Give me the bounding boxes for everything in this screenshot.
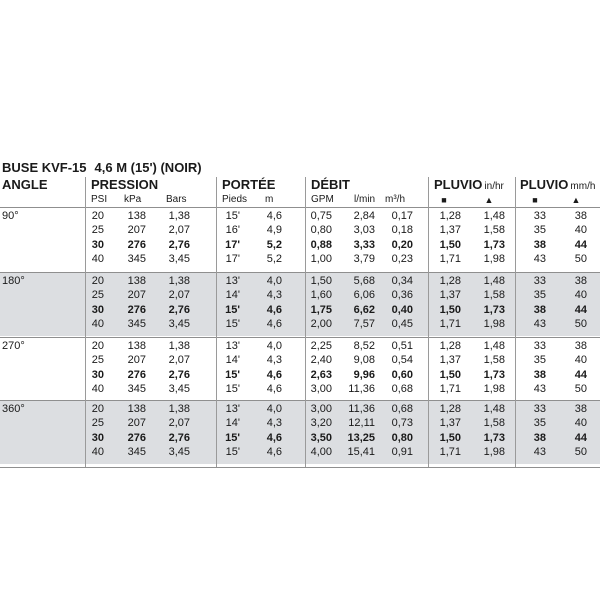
row-divider xyxy=(0,207,600,208)
cell-bars: 2,76 xyxy=(168,238,190,251)
cell-kpa: 276 xyxy=(127,368,146,381)
cell-gpm: 0,80 xyxy=(310,224,332,237)
cell-psi: 40 xyxy=(91,252,104,265)
cell-kpa: 138 xyxy=(127,340,146,352)
cell-kpa: 138 xyxy=(127,275,146,287)
table-bottom-rule xyxy=(0,467,600,468)
cell-in-sq: 1,50 xyxy=(439,368,461,381)
cell-in-sq: 1,71 xyxy=(439,252,461,265)
cell-lmin: 9,08 xyxy=(353,354,375,367)
cell-in-sq: 1,71 xyxy=(439,445,461,458)
cell-lmin: 12,11 xyxy=(348,417,375,430)
cell-bars: 2,76 xyxy=(168,303,190,316)
cell-kpa: 276 xyxy=(127,431,146,444)
cell-gpm: 1,00 xyxy=(310,252,332,265)
cell-m3h: 0,80 xyxy=(391,431,413,444)
cell-in-tri: 1,48 xyxy=(483,275,505,287)
cell-in-tri: 1,58 xyxy=(483,289,505,302)
cell-m: 5,2 xyxy=(266,238,282,251)
column-divider xyxy=(85,177,86,467)
subheader-kpa: kPa xyxy=(124,194,142,205)
cell-kpa: 207 xyxy=(127,289,146,302)
cell-psi: 30 xyxy=(91,303,104,316)
cell-m3h: 0,34 xyxy=(391,275,413,287)
header-angle: ANGLE xyxy=(2,177,48,192)
cell-pieds: 15' xyxy=(225,445,240,458)
cell-mm-tri: 44 xyxy=(574,303,587,316)
cell-gpm: 2,63 xyxy=(310,368,332,381)
cell-in-tri: 1,98 xyxy=(483,252,505,265)
cell-m: 5,2 xyxy=(266,252,282,265)
square-icon: ■ xyxy=(532,195,538,205)
cell-gpm: 3,20 xyxy=(310,417,332,430)
cell-kpa: 207 xyxy=(127,417,146,430)
cell-lmin: 13,25 xyxy=(347,431,375,444)
cell-psi: 20 xyxy=(91,275,104,287)
cell-psi: 30 xyxy=(91,238,104,251)
row-divider xyxy=(0,400,600,401)
cell-mm-tri: 40 xyxy=(574,417,587,430)
cell-gpm: 3,00 xyxy=(310,403,332,415)
cell-lmin: 6,06 xyxy=(353,289,375,302)
cell-mm-sq: 35 xyxy=(533,224,546,237)
cell-mm-sq: 38 xyxy=(533,238,546,251)
cell-m3h: 0,51 xyxy=(391,340,413,352)
cell-m: 4,6 xyxy=(266,368,282,381)
subheader-m: m xyxy=(265,194,274,205)
cell-m: 4,9 xyxy=(266,224,282,237)
cell-m: 4,6 xyxy=(266,210,282,222)
cell-psi: 30 xyxy=(91,431,104,444)
cell-in-sq: 1,37 xyxy=(439,224,461,237)
cell-kpa: 138 xyxy=(127,403,146,415)
cell-m3h: 0,91 xyxy=(391,445,413,458)
pluvio-mm-label: PLUVIO xyxy=(520,177,569,192)
cell-lmin: 8,52 xyxy=(353,340,375,352)
cell-gpm: 1,75 xyxy=(310,303,332,316)
cell-gpm: 2,25 xyxy=(310,340,332,352)
cell-in-tri: 1,73 xyxy=(483,238,505,251)
cell-pieds: 14' xyxy=(225,289,240,302)
cell-mm-sq: 38 xyxy=(533,303,546,316)
cell-psi: 30 xyxy=(91,368,104,381)
cell-mm-tri: 50 xyxy=(574,252,587,265)
cell-lmin: 6,62 xyxy=(353,303,375,316)
cell-psi: 25 xyxy=(91,354,104,367)
cell-in-sq: 1,71 xyxy=(439,382,461,395)
cell-in-sq: 1,28 xyxy=(439,275,461,287)
triangle-icon: ▲ xyxy=(484,195,494,205)
cell-psi: 25 xyxy=(91,224,104,237)
cell-kpa: 138 xyxy=(127,210,146,222)
column-divider xyxy=(305,177,306,467)
cell-in-sq: 1,28 xyxy=(439,403,461,415)
cell-kpa: 345 xyxy=(127,382,146,395)
cell-m3h: 0,18 xyxy=(391,224,413,237)
cell-lmin: 11,36 xyxy=(348,382,375,395)
cell-in-sq: 1,28 xyxy=(439,340,461,352)
model-name: BUSE KVF-15 xyxy=(2,160,87,175)
cell-gpm: 1,60 xyxy=(310,289,332,302)
table-title xyxy=(2,160,202,175)
cell-in-tri: 1,73 xyxy=(483,431,505,444)
cell-pieds: 15' xyxy=(225,210,240,222)
cell-pieds: 17' xyxy=(225,238,240,251)
cell-in-sq: 1,50 xyxy=(439,303,461,316)
cell-bars: 2,07 xyxy=(168,354,190,367)
cell-pieds: 14' xyxy=(225,417,240,430)
cell-pieds: 15' xyxy=(225,303,240,316)
cell-gpm: 1,50 xyxy=(310,275,332,287)
cell-in-tri: 1,58 xyxy=(483,417,505,430)
cell-mm-sq: 43 xyxy=(533,317,546,330)
cell-m3h: 0,36 xyxy=(391,289,413,302)
cell-psi: 20 xyxy=(91,210,104,222)
cell-mm-tri: 50 xyxy=(574,382,587,395)
cell-gpm: 3,00 xyxy=(310,382,332,395)
row-divider xyxy=(0,337,600,338)
cell-kpa: 345 xyxy=(127,317,146,330)
cell-m3h: 0,17 xyxy=(391,210,413,222)
subheader-psi: PSI xyxy=(91,194,108,205)
cell-gpm: 2,00 xyxy=(310,317,332,330)
cell-bars: 1,38 xyxy=(168,275,190,287)
cell-in-tri: 1,48 xyxy=(483,340,505,352)
triangle-icon: ▲ xyxy=(571,195,581,205)
cell-gpm: 0,75 xyxy=(310,210,332,222)
cell-m: 4,0 xyxy=(266,275,282,287)
cell-mm-sq: 38 xyxy=(533,431,546,444)
cell-mm-sq: 35 xyxy=(533,354,546,367)
cell-mm-tri: 44 xyxy=(574,368,587,381)
header-portee: PORTÉE xyxy=(222,177,276,192)
subheader-m3h: m³/h xyxy=(385,194,405,205)
angle-label: 180° xyxy=(2,275,25,287)
cell-mm-sq: 35 xyxy=(533,417,546,430)
cell-m: 4,6 xyxy=(266,303,282,316)
cell-in-sq: 1,50 xyxy=(439,238,461,251)
cell-lmin: 2,84 xyxy=(353,210,375,222)
cell-mm-tri: 38 xyxy=(574,340,587,352)
cell-mm-sq: 33 xyxy=(533,210,546,222)
cell-in-sq: 1,28 xyxy=(439,210,461,222)
cell-pieds: 13' xyxy=(225,275,240,287)
model-spec: 4,6 M (15') (NOIR) xyxy=(94,160,202,175)
cell-m3h: 0,73 xyxy=(391,417,413,430)
angle-label: 360° xyxy=(2,403,25,415)
cell-bars: 3,45 xyxy=(168,317,190,330)
cell-psi: 25 xyxy=(91,289,104,302)
column-divider xyxy=(428,177,429,467)
cell-psi: 40 xyxy=(91,445,104,458)
cell-psi: 20 xyxy=(91,340,104,352)
cell-m: 4,0 xyxy=(266,403,282,415)
cell-psi: 25 xyxy=(91,417,104,430)
cell-pieds: 13' xyxy=(225,403,240,415)
cell-pieds: 15' xyxy=(225,382,240,395)
cell-psi: 40 xyxy=(91,382,104,395)
cell-pieds: 15' xyxy=(225,368,240,381)
cell-lmin: 11,36 xyxy=(348,403,375,415)
cell-in-sq: 1,37 xyxy=(439,289,461,302)
cell-in-sq: 1,50 xyxy=(439,431,461,444)
cell-m3h: 0,60 xyxy=(391,368,413,381)
cell-m3h: 0,45 xyxy=(391,317,413,330)
square-icon: ■ xyxy=(441,195,447,205)
cell-in-tri: 1,73 xyxy=(483,303,505,316)
cell-in-tri: 1,58 xyxy=(483,354,505,367)
subheader-pieds: Pieds xyxy=(222,194,248,205)
cell-kpa: 276 xyxy=(127,238,146,251)
cell-lmin: 3,33 xyxy=(353,238,375,251)
cell-mm-tri: 50 xyxy=(574,317,587,330)
header-pression: PRESSION xyxy=(91,177,159,192)
cell-pieds: 17' xyxy=(225,252,240,265)
cell-psi: 20 xyxy=(91,403,104,415)
cell-bars: 3,45 xyxy=(168,252,190,265)
cell-in-tri: 1,98 xyxy=(483,445,505,458)
cell-mm-tri: 44 xyxy=(574,238,587,251)
cell-mm-sq: 33 xyxy=(533,275,546,287)
cell-mm-sq: 43 xyxy=(533,382,546,395)
cell-in-tri: 1,58 xyxy=(483,224,505,237)
cell-m3h: 0,54 xyxy=(391,354,413,367)
cell-lmin: 15,41 xyxy=(347,445,375,458)
angle-label: 270° xyxy=(2,340,25,352)
cell-pieds: 14' xyxy=(225,354,240,367)
cell-lmin: 9,96 xyxy=(353,368,375,381)
header-pluvio-mm xyxy=(520,177,595,192)
cell-gpm: 4,00 xyxy=(310,445,332,458)
cell-bars: 2,07 xyxy=(168,417,190,430)
cell-mm-tri: 40 xyxy=(574,354,587,367)
cell-kpa: 207 xyxy=(127,354,146,367)
subheader-gpm: GPM xyxy=(311,194,334,205)
cell-m: 4,3 xyxy=(266,354,282,367)
cell-kpa: 276 xyxy=(127,303,146,316)
cell-m: 4,0 xyxy=(266,340,282,352)
cell-m3h: 0,68 xyxy=(391,382,413,395)
cell-in-tri: 1,73 xyxy=(483,368,505,381)
cell-lmin: 3,79 xyxy=(353,252,375,265)
cell-bars: 3,45 xyxy=(168,445,190,458)
cell-m: 4,6 xyxy=(266,431,282,444)
pluvio-in-label: PLUVIO xyxy=(434,177,483,192)
cell-pieds: 16' xyxy=(225,224,240,237)
cell-pieds: 13' xyxy=(225,340,240,352)
cell-mm-tri: 40 xyxy=(574,224,587,237)
cell-mm-tri: 38 xyxy=(574,210,587,222)
cell-mm-tri: 40 xyxy=(574,289,587,302)
subheader-lmin: l/min xyxy=(354,194,376,205)
cell-m3h: 0,68 xyxy=(391,403,413,415)
cell-bars: 1,38 xyxy=(168,403,190,415)
pluvio-in-unit: in/hr xyxy=(484,181,504,192)
cell-psi: 40 xyxy=(91,317,104,330)
column-divider xyxy=(515,177,516,467)
cell-m: 4,3 xyxy=(266,417,282,430)
cell-bars: 1,38 xyxy=(168,340,190,352)
cell-in-tri: 1,98 xyxy=(483,382,505,395)
cell-pieds: 15' xyxy=(225,317,240,330)
cell-bars: 2,76 xyxy=(168,431,190,444)
cell-m3h: 0,40 xyxy=(391,303,413,316)
cell-bars: 2,76 xyxy=(168,368,190,381)
cell-bars: 1,38 xyxy=(168,210,190,222)
row-divider xyxy=(0,272,600,273)
cell-mm-sq: 38 xyxy=(533,368,546,381)
cell-gpm: 0,88 xyxy=(310,238,332,251)
cell-in-sq: 1,37 xyxy=(439,417,461,430)
cell-m: 4,6 xyxy=(266,445,282,458)
cell-mm-tri: 38 xyxy=(574,403,587,415)
cell-kpa: 345 xyxy=(127,252,146,265)
cell-gpm: 2,40 xyxy=(310,354,332,367)
cell-in-sq: 1,37 xyxy=(439,354,461,367)
header-pluvio-in xyxy=(434,177,504,192)
cell-pieds: 15' xyxy=(225,431,240,444)
cell-kpa: 207 xyxy=(127,224,146,237)
header-debit: DÉBIT xyxy=(311,177,350,192)
cell-gpm: 3,50 xyxy=(310,431,332,444)
cell-lmin: 3,03 xyxy=(353,224,375,237)
cell-mm-sq: 43 xyxy=(533,445,546,458)
cell-in-sq: 1,71 xyxy=(439,317,461,330)
cell-mm-tri: 50 xyxy=(574,445,587,458)
cell-lmin: 7,57 xyxy=(353,317,375,330)
cell-mm-sq: 43 xyxy=(533,252,546,265)
cell-in-tri: 1,48 xyxy=(483,403,505,415)
cell-m: 4,6 xyxy=(266,317,282,330)
cell-mm-tri: 38 xyxy=(574,275,587,287)
cell-mm-sq: 33 xyxy=(533,403,546,415)
cell-m: 4,3 xyxy=(266,289,282,302)
cell-mm-sq: 33 xyxy=(533,340,546,352)
subheader-bars: Bars xyxy=(166,194,187,205)
cell-in-tri: 1,98 xyxy=(483,317,505,330)
cell-m3h: 0,20 xyxy=(391,238,413,251)
cell-bars: 2,07 xyxy=(168,289,190,302)
angle-label: 90° xyxy=(2,210,19,222)
pluvio-mm-unit: mm/h xyxy=(570,181,596,192)
cell-in-tri: 1,48 xyxy=(483,210,505,222)
cell-bars: 3,45 xyxy=(168,382,190,395)
cell-m3h: 0,23 xyxy=(391,252,413,265)
cell-mm-tri: 44 xyxy=(574,431,587,444)
cell-lmin: 5,68 xyxy=(353,275,375,287)
cell-bars: 2,07 xyxy=(168,224,190,237)
cell-kpa: 345 xyxy=(127,445,146,458)
cell-m: 4,6 xyxy=(266,382,282,395)
cell-mm-sq: 35 xyxy=(533,289,546,302)
column-divider xyxy=(216,177,217,467)
